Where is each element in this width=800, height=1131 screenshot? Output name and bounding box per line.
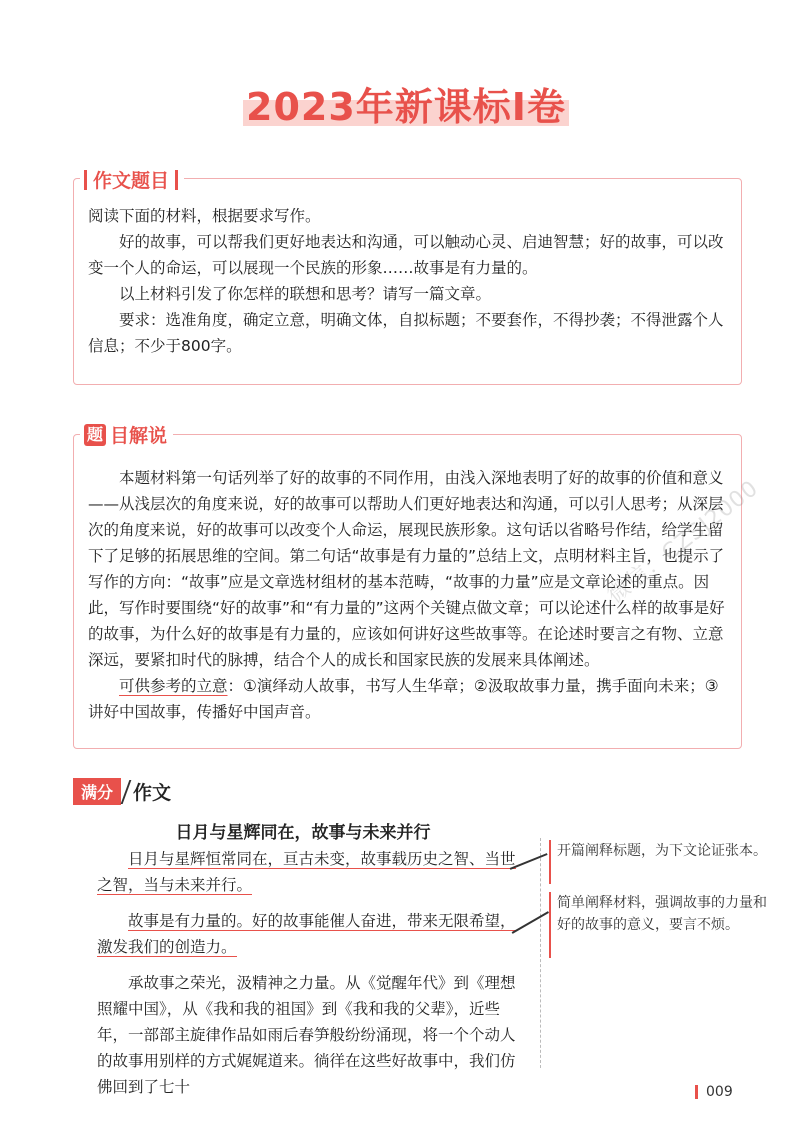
analysis-label-text: 目解说 xyxy=(110,425,168,447)
margin-note-2: 简单阐释材料，强调故事的力量和好的故事的意义，要言不烦。 xyxy=(557,895,767,933)
page-title: 2023年新课标Ⅰ卷 xyxy=(246,85,566,129)
page-number-bar xyxy=(695,1085,698,1099)
essay-paragraph-3: 承故事之荣光，汲精神之力量。从《觉醒年代》到《理想照耀中国》，从《我和我的祖国》到《我和我的父辈》，近些年，一部部主旋律作品如雨后春笋般纷纷涌现，将一个个动人的故事用别样的方式娓娓道来。徜徉在这些好故事中，我们仿佛回到了七十 xyxy=(97,974,516,1096)
prompt-material: 好的故事，可以帮我们更好地表达和沟通，可以触动心灵、启迪智慧；好的故事，可以改变一个人的命运，可以展现一个民族的形象……故事是有力量的。 xyxy=(88,233,724,277)
label-bar xyxy=(84,170,87,190)
essay-paragraph-2 xyxy=(97,908,517,960)
essay-paragraph-1 xyxy=(97,846,517,898)
prompt-intro: 阅读下面的材料，根据要求写作。 xyxy=(88,207,321,225)
essay-p1-text: 日月与星辉恒常同在，亘古未变，故事载历史之智、当世之智，当与未来并行。 xyxy=(97,850,516,894)
prompt-label xyxy=(80,166,184,193)
prompt-label-text: 作文题目 xyxy=(93,170,170,192)
essay-label: 作文 xyxy=(133,782,172,804)
note-2-connector xyxy=(512,911,549,933)
essay-body xyxy=(97,846,517,1100)
essay-title: 日月与星辉同在，故事与未来并行 xyxy=(175,823,431,843)
page-number xyxy=(695,1084,733,1100)
essay-p2-text: 故事是有力量的。好的故事能催人奋进，带来无限希望，激发我们的创造力。 xyxy=(97,912,516,956)
watermark-text: 微信：CZSJ2000 xyxy=(603,475,764,609)
page-title-block xyxy=(243,76,569,129)
essay-header xyxy=(73,778,171,805)
ti-badge-icon: 题 xyxy=(84,424,106,446)
analysis-paragraph: 本题材料第一句话列举了好的故事的不同作用，由浅入深地表明了好的故事的价值和意义——从浅层次的角度来说，好的故事可以帮助人们更好地表达和沟通，可以引人思考；从深层次的角度来说，好的故事可以改变个人命运，展现民族形象。这句话以省略号作结，给学生留下了足够的拓展思维的空间。第二句话“故事是有力量的”总结上文，点明材料主旨，也提示了写作的方向：“故事”应是文章选材组材的基本范畴，“故事的力量”应是文章论述的重点。因此，写作时要围绕“好的故事”和“有力量的”这两个关键点做文章；可以论述什么样的故事是好的故事，为什么好的故事是有力量的，应该如何讲好这些故事等。在论述时要言之有物、立意深远，要紧扣时代的脉搏，结合个人的成长和国家民族的发展来具体阐述。 xyxy=(88,469,725,669)
prompt-content xyxy=(88,203,731,359)
analysis-reference xyxy=(88,673,731,725)
margin-note-1: 开篇阐释标题，为下文论证张本。 xyxy=(557,843,767,859)
reference-text: ：①演绎动人故事，书写人生华章；②汲取故事力量，携手面向未来；③讲好中国故事，传播好中国声音。 xyxy=(88,677,719,721)
note-2-bar xyxy=(549,892,551,958)
label-bar-right xyxy=(175,170,178,190)
reference-label: 可供参考的立意 xyxy=(119,677,228,695)
notes-divider xyxy=(540,838,541,1068)
page-number-text: 009 xyxy=(706,1084,733,1100)
prompt-requirements: 要求：选准角度，确定立意，明确文体，自拟标题；不要套作，不得抄袭；不得泄露个人信息；不少于800字。 xyxy=(88,311,724,355)
prompt-question: 以上材料引发了你怎样的联想和思考？请写一篇文章。 xyxy=(119,285,492,303)
note-1-bar xyxy=(549,840,551,884)
slash-divider xyxy=(121,780,132,804)
prompt-box xyxy=(73,170,742,385)
full-score-badge: 满分 xyxy=(73,778,121,805)
analysis-label xyxy=(80,421,173,448)
